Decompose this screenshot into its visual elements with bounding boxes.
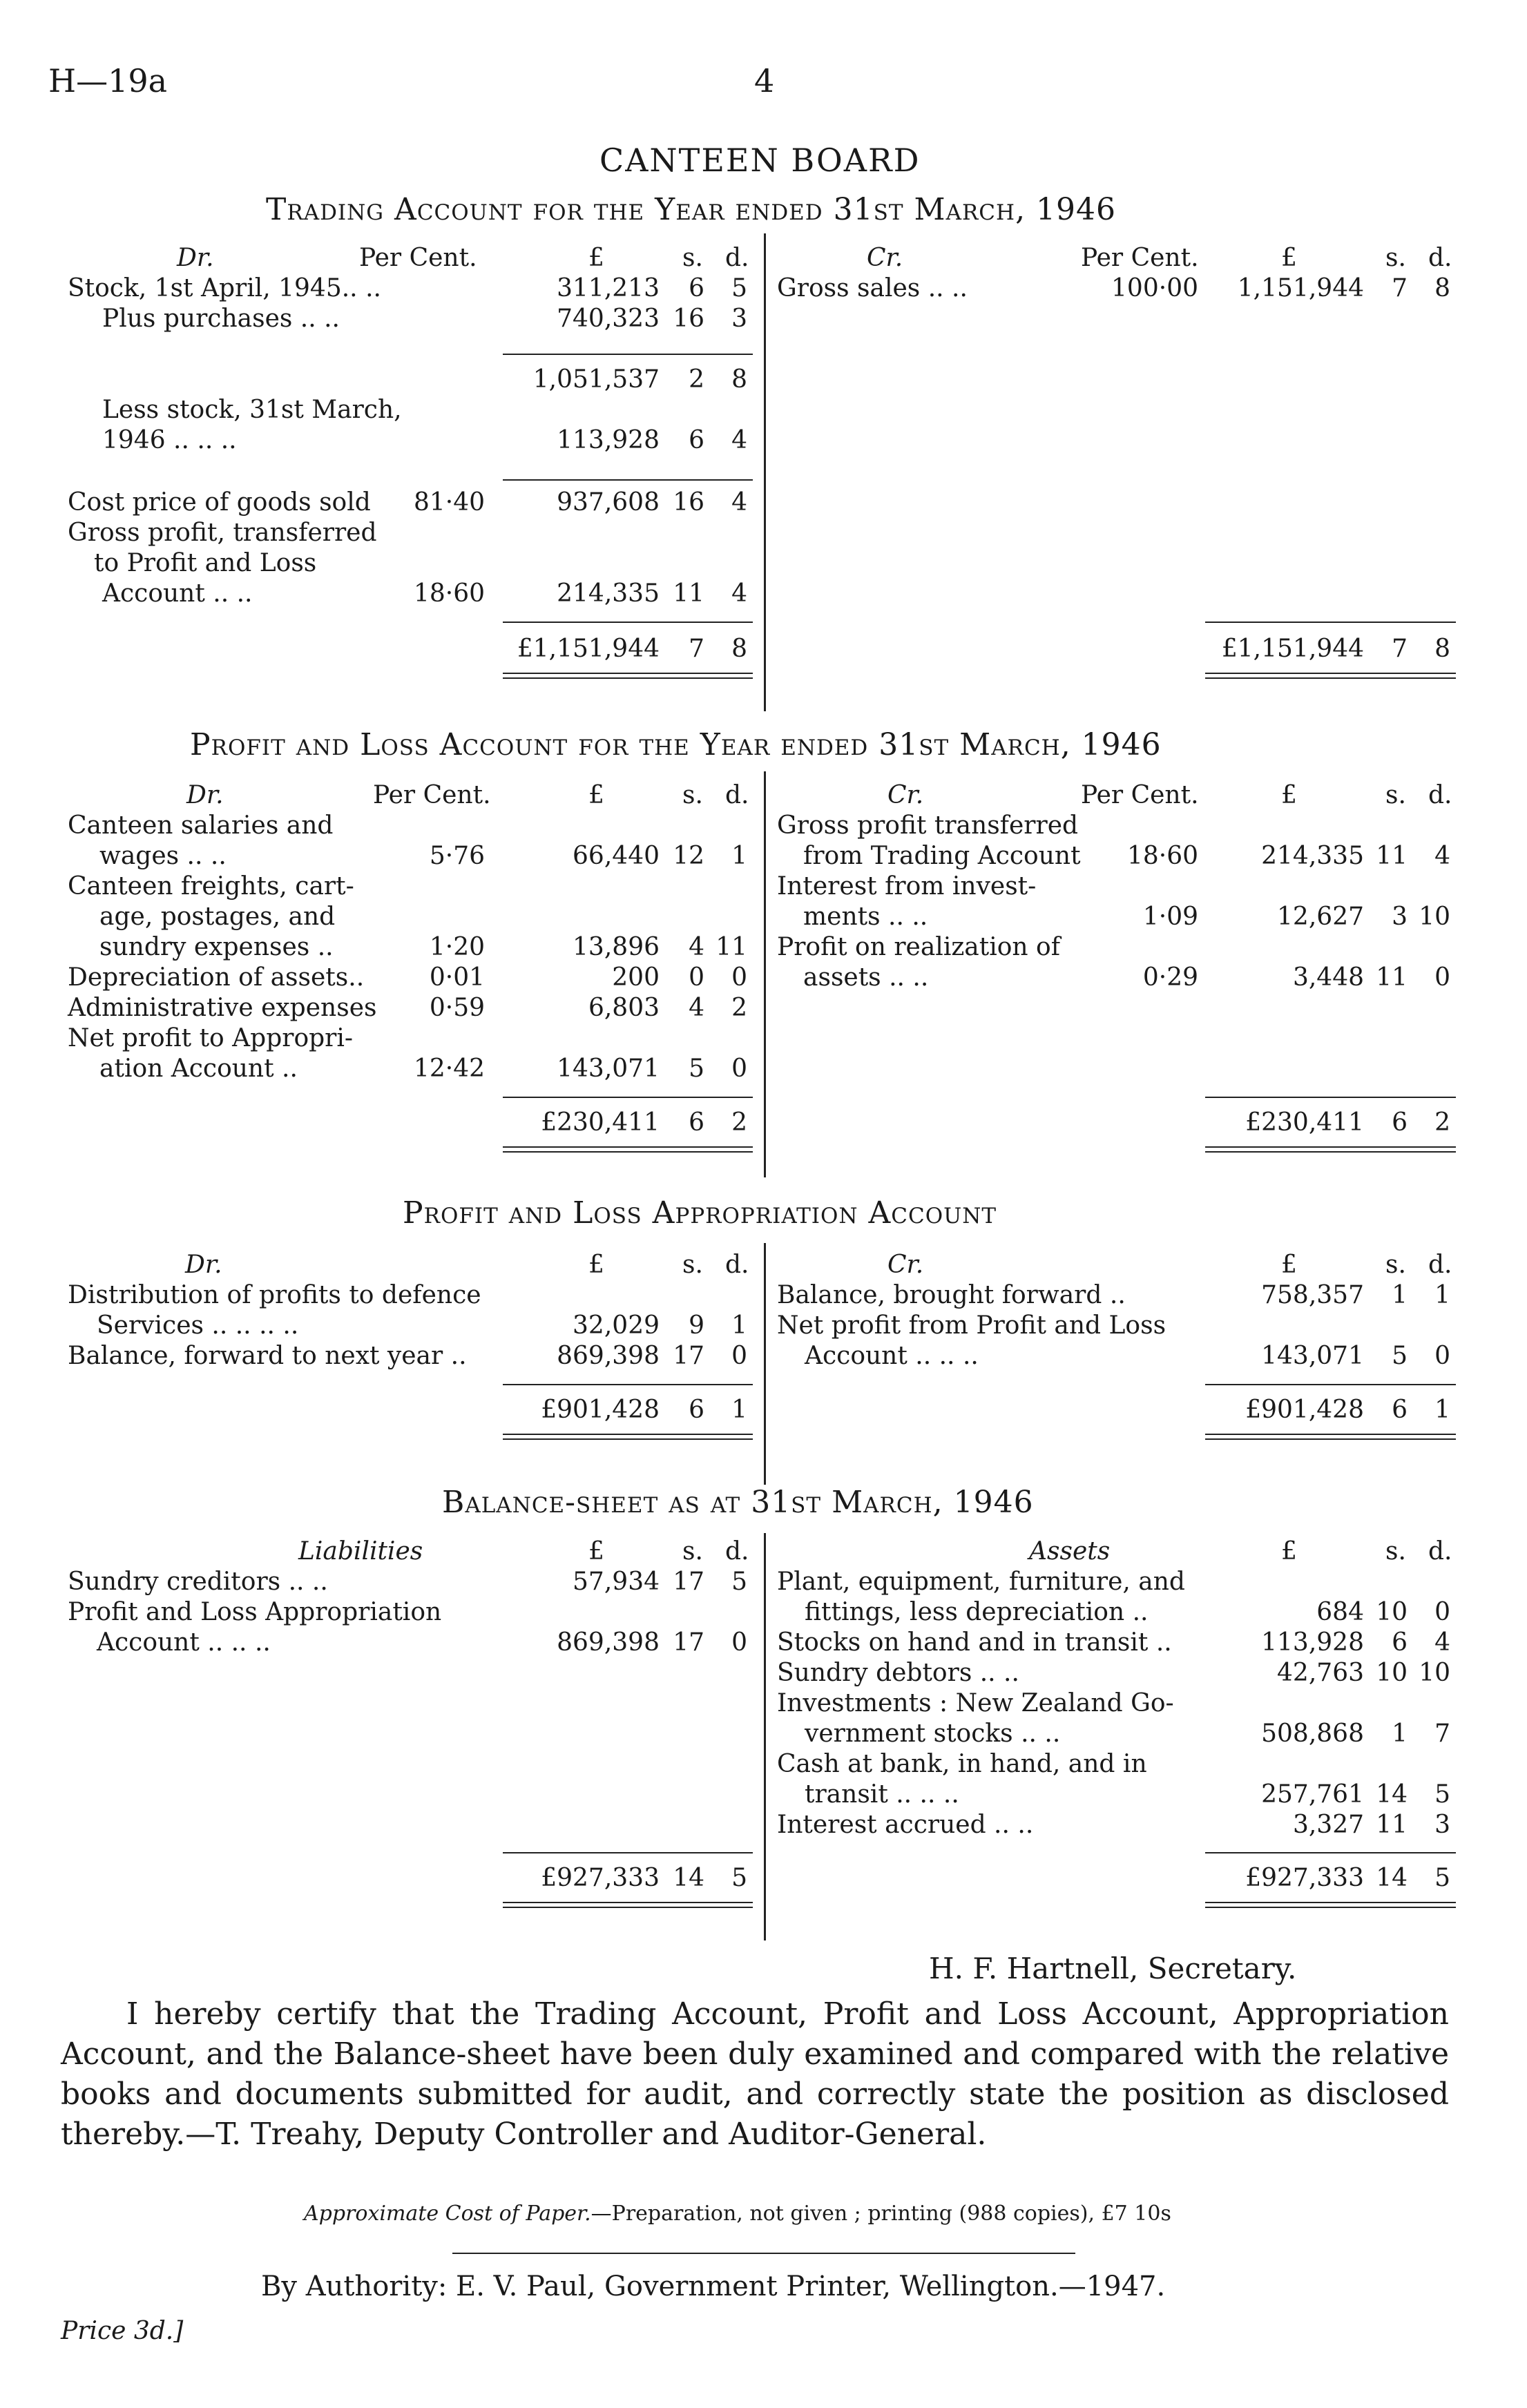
pl-cr-hdr-pct: Per Cent. xyxy=(1081,781,1199,809)
pl-cr-hdr-d: d. xyxy=(1428,781,1452,809)
pl-cr-row-pence: 4 xyxy=(1434,842,1450,870)
bs-liab-row-shillings: 17 xyxy=(673,1568,704,1596)
audit-certification: I hereby certify that the Trading Account, Profit and Loss Account, Appropriation Account, and the Balance-sheet have been duly examined and compared with the relative books and documents submitted for audit, and correctly state the position as disclosed thereby.—T. Treahy, Deputy Controller and Auditor-General. xyxy=(61,1996,1449,2152)
pl-cr-row-label: Interest from invest- xyxy=(777,872,1037,900)
pl-dr-row-label: Depreciation of assets.. xyxy=(68,963,365,992)
trading-dr-row-pence: 4 xyxy=(731,426,747,454)
pl-cr-row-label: Profit on realization of xyxy=(777,933,1061,961)
bs-assets-hdr-d: d. xyxy=(1428,1537,1452,1566)
pl-cr-row-label: from Trading Account xyxy=(803,842,1081,870)
bs-title: Balance-sheet as at 31st March, 1946 xyxy=(442,1485,1034,1520)
bs-assets-total-pounds: £927,333 xyxy=(1245,1864,1364,1892)
appr-cr-total-pounds: £901,428 xyxy=(1245,1396,1364,1424)
bs-liab-hdr-pound: £ xyxy=(588,1537,604,1566)
pl-cr-row-label: ments .. .. xyxy=(803,903,928,931)
bs-liab-row-label: Profit and Loss Appropriation xyxy=(68,1598,442,1626)
bs-assets-row-pounds: 508,868 xyxy=(1261,1720,1364,1748)
cost-line xyxy=(304,2202,1171,2226)
report-ref: H—19a xyxy=(48,62,168,99)
pl-dr-total-pence: 2 xyxy=(731,1108,747,1137)
trading-dr-row-label: to Profit and Loss xyxy=(94,549,317,577)
trading-dr-row-pounds: 214,335 xyxy=(557,579,660,608)
appr-dr-hdr-s: s. xyxy=(682,1251,703,1279)
pl-cr-row-pct: 1·09 xyxy=(1142,903,1198,931)
appr-cr-hdr: Cr. xyxy=(887,1251,924,1279)
pl-dr-row-label: Canteen freights, cart- xyxy=(68,872,354,900)
pl-cr-total-pence: 2 xyxy=(1434,1108,1450,1137)
pl-dr-total-pounds: £230,411 xyxy=(541,1108,660,1137)
trading-cr-row-shillings: 7 xyxy=(1392,274,1408,302)
pl-cr-hdr-pound: £ xyxy=(1281,781,1297,809)
bs-liab-row-label: Account .. .. .. xyxy=(97,1628,271,1657)
bs-liab-row-pounds: 869,398 xyxy=(557,1628,660,1657)
pl-dr-row-pct: 12·42 xyxy=(413,1054,485,1083)
pl-dr-hdr-d: d. xyxy=(725,781,749,809)
trading-cr-total-double-rule xyxy=(1205,673,1456,679)
pl-cr-hdr-s: s. xyxy=(1385,781,1406,809)
pl-cr-row-pounds: 12,627 xyxy=(1277,903,1364,931)
pl-cr-total-pounds: £230,411 xyxy=(1245,1108,1364,1137)
trading-dr-rule xyxy=(503,479,753,481)
pl-divider xyxy=(764,771,766,1177)
pl-dr-total-shillings: 6 xyxy=(689,1108,704,1137)
appr-dr-total-pounds: £901,428 xyxy=(541,1396,660,1424)
pl-dr-hdr-s: s. xyxy=(682,781,703,809)
pl-dr-row-pence: 11 xyxy=(716,933,747,961)
trading-dr-row-label: Account .. .. xyxy=(102,579,253,608)
pl-dr-row-pct: 0·01 xyxy=(429,963,485,992)
appr-cr-row-pence: 1 xyxy=(1434,1281,1450,1309)
trading-dr-row-pence: 4 xyxy=(731,488,747,517)
bs-assets-row-shillings: 6 xyxy=(1392,1628,1408,1657)
appr-cr-hdr-d: d. xyxy=(1428,1251,1452,1279)
bs-liab-total-pence: 5 xyxy=(731,1864,747,1892)
bs-assets-row-label: fittings, less depreciation .. xyxy=(805,1598,1149,1626)
trading-cr-rule xyxy=(1205,622,1456,623)
appr-dr-row-pence: 1 xyxy=(731,1311,747,1340)
trading-dr-rule xyxy=(503,354,753,355)
trading-dr-row-pct: 81·40 xyxy=(413,488,485,517)
pl-cr-row-pounds: 214,335 xyxy=(1261,842,1364,870)
trading-dr-row-shillings: 6 xyxy=(689,274,704,302)
appr-cr-rule xyxy=(1205,1384,1456,1385)
trading-dr-row-shillings: 6 xyxy=(689,426,704,454)
appr-dr-row-shillings: 17 xyxy=(673,1342,704,1370)
bs-assets-row-shillings: 10 xyxy=(1376,1598,1408,1626)
bs-assets-row-shillings: 10 xyxy=(1376,1659,1408,1687)
trading-dr-hdr-pct: Per Cent. xyxy=(359,244,477,272)
appr-cr-hdr-pound: £ xyxy=(1281,1251,1297,1279)
pl-dr-hdr: Dr. xyxy=(186,781,224,809)
bs-assets-row-label: Investments : New Zealand Go- xyxy=(777,1689,1174,1717)
bs-liab-row-pence: 0 xyxy=(731,1628,747,1657)
appr-cr-row-label: Account .. .. .. xyxy=(805,1342,979,1370)
appr-dr-row-label: Balance, forward to next year .. xyxy=(68,1342,467,1370)
pl-dr-total-double-rule xyxy=(503,1146,753,1153)
pl-dr-row-shillings: 5 xyxy=(689,1054,704,1083)
authority-rule xyxy=(452,2253,1075,2254)
bs-liab-row-pounds: 57,934 xyxy=(573,1568,660,1596)
pl-dr-row-label: wages .. .. xyxy=(99,842,227,870)
pl-dr-row-label: Canteen salaries and xyxy=(68,811,334,840)
pl-cr-row-pence: 10 xyxy=(1419,903,1450,931)
trading-cr-row-label: Gross sales .. .. xyxy=(777,274,968,302)
bs-liab-hdr: Liabilities xyxy=(298,1537,423,1566)
pl-cr-hdr: Cr. xyxy=(887,781,924,809)
trading-cr-hdr-s: s. xyxy=(1385,244,1406,272)
bs-assets-row-shillings: 14 xyxy=(1376,1780,1408,1809)
bs-assets-row-pence: 10 xyxy=(1419,1659,1450,1687)
appr-dr-row-label: Distribution of profits to defence xyxy=(68,1281,481,1309)
pl-cr-row-pct: 0·29 xyxy=(1142,963,1198,992)
appr-cr-row-shillings: 5 xyxy=(1392,1342,1408,1370)
bs-liab-hdr-s: s. xyxy=(682,1537,703,1566)
pl-cr-row-shillings: 3 xyxy=(1392,903,1408,931)
bs-assets-rule xyxy=(1205,1852,1456,1853)
appr-divider xyxy=(764,1243,766,1485)
trading-dr-total-pence: 8 xyxy=(731,635,747,663)
trading-cr-total-pounds: £1,151,944 xyxy=(1221,635,1364,663)
trading-dr-row-label: 1946 .. .. .. xyxy=(102,426,237,454)
appr-cr-total-double-rule xyxy=(1205,1434,1456,1440)
bs-assets-row-pence: 4 xyxy=(1434,1628,1450,1657)
bs-assets-row-label: Sundry debtors .. .. xyxy=(777,1659,1019,1687)
pl-cr-row-pct: 18·60 xyxy=(1126,842,1198,870)
bs-assets-row-shillings: 1 xyxy=(1392,1720,1408,1748)
trading-dr-total-shillings: 7 xyxy=(689,635,704,663)
cost-text: —Preparation, not given ; printing (988 copies), £7 10s xyxy=(590,2202,1171,2226)
trading-dr-row-pounds: 311,213 xyxy=(557,274,660,302)
pl-cr-row-shillings: 11 xyxy=(1376,963,1408,992)
trading-dr-row-pence: 4 xyxy=(731,579,747,608)
pl-dr-row-pounds: 6,803 xyxy=(588,994,660,1022)
appr-dr-row-label: Services .. .. .. .. xyxy=(97,1311,299,1340)
pl-dr-hdr-pct: Per Cent. xyxy=(373,781,491,809)
appr-dr-total-pence: 1 xyxy=(731,1396,747,1424)
appr-cr-row-pence: 0 xyxy=(1434,1342,1450,1370)
trading-dr-total-double-rule xyxy=(503,673,753,679)
pl-dr-row-pence: 0 xyxy=(731,963,747,992)
bs-divider xyxy=(764,1533,766,1940)
appr-dr-rule xyxy=(503,1384,753,1385)
trading-dr-row-pounds: 1,051,537 xyxy=(532,365,660,394)
trading-dr-row-pence: 3 xyxy=(731,305,747,333)
appr-cr-total-shillings: 6 xyxy=(1392,1396,1408,1424)
bs-assets-row-pounds: 42,763 xyxy=(1277,1659,1364,1687)
pl-dr-row-label: age, postages, and xyxy=(99,903,336,931)
trading-dr-hdr-d: d. xyxy=(725,244,749,272)
bs-liab-row-shillings: 17 xyxy=(673,1628,704,1657)
bs-assets-row-pence: 3 xyxy=(1434,1811,1450,1839)
trading-dr-row-label: Less stock, 31st March, xyxy=(102,396,402,424)
trading-cr-hdr: Cr. xyxy=(867,244,903,272)
trading-cr-total-shillings: 7 xyxy=(1392,635,1408,663)
pl-dr-row-pence: 1 xyxy=(731,842,747,870)
bs-liab-row-pence: 5 xyxy=(731,1568,747,1596)
pl-dr-row-label: Net profit to Appropri- xyxy=(68,1024,354,1052)
appr-dr-hdr-pound: £ xyxy=(588,1251,604,1279)
bs-liab-rule xyxy=(503,1852,753,1853)
trading-dr-row-label: Stock, 1st April, 1945.. .. xyxy=(68,274,381,302)
bs-assets-row-pounds: 257,761 xyxy=(1261,1780,1364,1809)
pl-cr-total-double-rule xyxy=(1205,1146,1456,1153)
bs-assets-row-pence: 7 xyxy=(1434,1720,1450,1748)
appr-dr-total-shillings: 6 xyxy=(689,1396,704,1424)
appr-dr-row-pounds: 32,029 xyxy=(573,1311,660,1340)
doc-title: CANTEEN BOARD xyxy=(599,142,921,179)
trading-dr-hdr: Dr. xyxy=(177,244,214,272)
trading-dr-row-shillings: 16 xyxy=(673,488,704,517)
appr-cr-row-pounds: 143,071 xyxy=(1261,1342,1364,1370)
bs-assets-row-pounds: 3,327 xyxy=(1292,1811,1364,1839)
pl-dr-row-pct: 1·20 xyxy=(429,933,485,961)
bs-assets-row-shillings: 11 xyxy=(1376,1811,1408,1839)
pl-dr-row-shillings: 12 xyxy=(673,842,704,870)
trading-dr-row-pence: 5 xyxy=(731,274,747,302)
pl-cr-row-pence: 0 xyxy=(1434,963,1450,992)
trading-dr-row-pounds: 113,928 xyxy=(557,426,660,454)
appr-dr-row-pounds: 869,398 xyxy=(557,1342,660,1370)
pl-cr-row-label: Gross profit transferred xyxy=(777,811,1079,840)
appr-cr-total-pence: 1 xyxy=(1434,1396,1450,1424)
trading-cr-row-pct: 100·00 xyxy=(1111,274,1198,302)
trading-title: Trading Account for the Year ended 31st March, 1946 xyxy=(266,192,1117,227)
secretary-signature: H. F. Hartnell, Secretary. xyxy=(929,1952,1297,1985)
pl-dr-hdr-pound: £ xyxy=(588,781,604,809)
pl-dr-row-pct: 5·76 xyxy=(429,842,485,870)
bs-assets-row-label: Cash at bank, in hand, and in xyxy=(777,1750,1147,1778)
trading-dr-total-pounds: £1,151,944 xyxy=(517,635,660,663)
pl-cr-row-label: assets .. .. xyxy=(803,963,929,992)
pl-title: Profit and Loss Account for the Year ended 31st March, 1946 xyxy=(190,727,1162,762)
bs-assets-row-label: transit .. .. .. xyxy=(805,1780,959,1809)
trading-dr-row-label: Plus purchases .. .. xyxy=(102,305,340,333)
authority-line: By Authority: E. V. Paul, Government Printer, Wellington.—1947. xyxy=(261,2271,1166,2302)
trading-cr-hdr-pct: Per Cent. xyxy=(1081,244,1199,272)
bs-assets-row-label: Stocks on hand and in transit .. xyxy=(777,1628,1172,1657)
pl-cr-rule xyxy=(1205,1097,1456,1098)
pl-dr-row-pounds: 66,440 xyxy=(573,842,660,870)
trading-dr-row-shillings: 11 xyxy=(673,579,704,608)
pl-dr-row-label: Administrative expenses xyxy=(68,994,377,1022)
bs-assets-row-label: vernment stocks .. .. xyxy=(805,1720,1061,1748)
trading-cr-total-pence: 8 xyxy=(1434,635,1450,663)
pl-cr-total-shillings: 6 xyxy=(1392,1108,1408,1137)
trading-dr-hdr-s: s. xyxy=(682,244,703,272)
bs-liab-total-shillings: 14 xyxy=(673,1864,704,1892)
pl-cr-row-shillings: 11 xyxy=(1376,842,1408,870)
bs-assets-row-label: Plant, equipment, furniture, and xyxy=(777,1568,1185,1596)
pl-dr-row-pence: 2 xyxy=(731,994,747,1022)
trading-cr-row-pence: 8 xyxy=(1434,274,1450,302)
bs-assets-total-double-rule xyxy=(1205,1902,1456,1908)
pl-dr-row-pounds: 143,071 xyxy=(557,1054,660,1083)
appr-dr-hdr: Dr. xyxy=(185,1251,222,1279)
page-number: 4 xyxy=(754,62,775,99)
trading-dr-row-pct: 18·60 xyxy=(413,579,485,608)
bs-assets-hdr: Assets xyxy=(1029,1537,1111,1566)
trading-dr-row-label: Gross profit, transferred xyxy=(68,519,377,547)
trading-dr-row-label: Cost price of goods sold xyxy=(68,488,371,517)
bs-assets-row-pounds: 113,928 xyxy=(1261,1628,1364,1657)
pl-dr-row-pounds: 200 xyxy=(612,963,660,992)
trading-dr-hdr-pound: £ xyxy=(588,244,604,272)
bs-liab-total-pounds: £927,333 xyxy=(541,1864,660,1892)
appr-dr-row-shillings: 9 xyxy=(689,1311,704,1340)
appr-cr-row-label: Balance, brought forward .. xyxy=(777,1281,1126,1309)
bs-assets-row-label: Interest accrued .. .. xyxy=(777,1811,1034,1839)
trading-dr-row-shillings: 2 xyxy=(689,365,704,394)
appr-title: Profit and Loss Appropriation Account xyxy=(403,1195,997,1231)
pl-dr-row-shillings: 0 xyxy=(689,963,704,992)
pl-dr-rule xyxy=(503,1097,753,1098)
appr-cr-row-shillings: 1 xyxy=(1392,1281,1408,1309)
bs-assets-row-pounds: 684 xyxy=(1316,1598,1364,1626)
pl-cr-row-pounds: 3,448 xyxy=(1292,963,1364,992)
trading-dr-row-pence: 8 xyxy=(731,365,747,394)
bs-assets-hdr-pound: £ xyxy=(1281,1537,1297,1566)
pl-dr-row-label: ation Account .. xyxy=(99,1054,298,1083)
appr-cr-row-pounds: 758,357 xyxy=(1261,1281,1364,1309)
bs-liab-row-label: Sundry creditors .. .. xyxy=(68,1568,328,1596)
bs-assets-total-shillings: 14 xyxy=(1376,1864,1408,1892)
bs-liab-hdr-d: d. xyxy=(725,1537,749,1566)
trading-cr-hdr-d: d. xyxy=(1428,244,1452,272)
bs-liab-total-double-rule xyxy=(503,1902,753,1908)
trading-dr-rule xyxy=(503,622,753,623)
pl-dr-row-shillings: 4 xyxy=(689,994,704,1022)
pl-dr-row-pct: 0·59 xyxy=(429,994,485,1022)
trading-dr-row-pounds: 740,323 xyxy=(557,305,660,333)
appr-cr-row-label: Net profit from Profit and Loss xyxy=(777,1311,1166,1340)
trading-divider xyxy=(764,233,766,711)
appr-dr-total-double-rule xyxy=(503,1434,753,1440)
trading-dr-row-shillings: 16 xyxy=(673,305,704,333)
bs-assets-row-pence: 0 xyxy=(1434,1598,1450,1626)
trading-dr-row-pounds: 937,608 xyxy=(557,488,660,517)
appr-dr-hdr-d: d. xyxy=(725,1251,749,1279)
trading-cr-row-pounds: 1,151,944 xyxy=(1237,274,1364,302)
price: Price 3d.] xyxy=(61,2317,184,2345)
bs-assets-hdr-s: s. xyxy=(1385,1537,1406,1566)
appr-cr-hdr-s: s. xyxy=(1385,1251,1406,1279)
bs-assets-total-pence: 5 xyxy=(1434,1864,1450,1892)
appr-dr-row-pence: 0 xyxy=(731,1342,747,1370)
pl-dr-row-shillings: 4 xyxy=(689,933,704,961)
cost-label: Approximate Cost of Paper. xyxy=(304,2202,591,2226)
pl-dr-row-pounds: 13,896 xyxy=(573,933,660,961)
bs-assets-row-pence: 5 xyxy=(1434,1780,1450,1809)
pl-dr-row-pence: 0 xyxy=(731,1054,747,1083)
trading-cr-hdr-pound: £ xyxy=(1281,244,1297,272)
pl-dr-row-label: sundry expenses .. xyxy=(99,933,334,961)
